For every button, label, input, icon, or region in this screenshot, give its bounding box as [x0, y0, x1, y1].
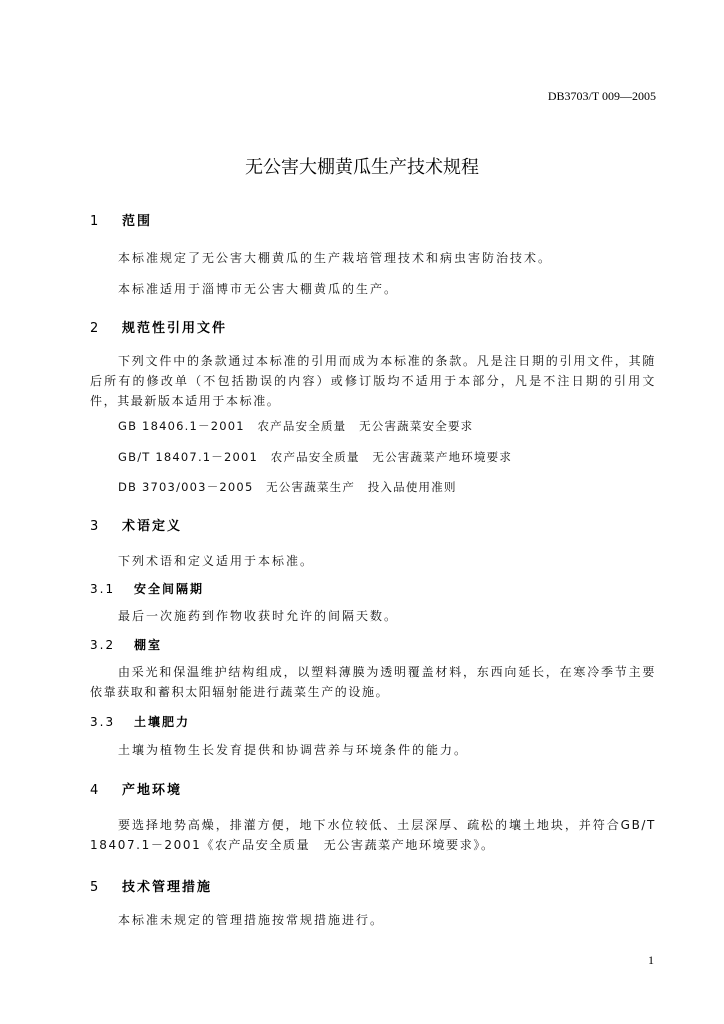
- section-number: 1: [90, 214, 101, 229]
- section-number: 3: [90, 519, 101, 534]
- reference-item: DB 3703/003－2005 无公害蔬菜生产 投入品使用准则: [118, 480, 457, 494]
- section-title: 范围: [122, 214, 153, 229]
- subsection-title: 棚室: [134, 638, 163, 652]
- section-title: 规范性引用文件: [122, 321, 228, 336]
- subsection-title: 土壤肥力: [134, 715, 191, 729]
- section-heading: [90, 515, 182, 534]
- subsection-title: 安全间隔期: [134, 582, 205, 596]
- section-heading: [90, 779, 182, 798]
- paragraph: 本标准未规定的管理措施按常规措施进行。: [118, 913, 385, 927]
- subsection-number: 3.2: [90, 638, 116, 652]
- paragraph: 下列文件中的条款通过本标准的引用而成为本标准的条款。凡是注日期的引用文件，其随后所有的修改单（不包括勘误的内容）或修订版均不适用于本部分，凡是不注日期的引用文件，其最新版本适用于本标准。: [90, 354, 656, 408]
- paragraph: 本标准规定了无公害大棚黄瓜的生产栽培管理技术和病虫害防治技术。: [118, 251, 553, 265]
- document-title: 无公害大棚黄瓜生产技术规程: [245, 157, 479, 178]
- document-code: DB3703/T 009—2005: [547, 89, 656, 103]
- section-number: 4: [90, 783, 101, 798]
- section-number: 2: [90, 321, 101, 336]
- paragraph: 土壤为植物生长发育提供和协调营养与环境条件的能力。: [118, 743, 469, 757]
- paragraph: 由采光和保温维护结构组成，以塑料薄膜为透明覆盖材料，东西向延长，在寒冷季节主要依靠获取和蓄积太阳辐射能进行蔬菜生产的设施。: [90, 665, 656, 699]
- section-title: 技术管理措施: [122, 880, 213, 895]
- section-number: 5: [90, 880, 101, 895]
- subsection-heading: [90, 580, 204, 597]
- reference-item: GB/T 18407.1－2001 农产品安全质量 无公害蔬菜产地环境要求: [118, 450, 513, 464]
- section-heading: [90, 317, 227, 336]
- subsection-heading: [90, 713, 190, 730]
- paragraph: 本标准适用于淄博市无公害大棚黄瓜的生产。: [118, 282, 399, 296]
- paragraph: 下列术语和定义适用于本标准。: [118, 554, 315, 568]
- subsection-heading: [90, 636, 162, 653]
- paragraph: 最后一次施药到作物收获时允许的间隔天数。: [118, 609, 399, 623]
- page-number: 1: [648, 953, 654, 967]
- reference-item: GB 18406.1－2001 农产品安全质量 无公害蔬菜安全要求: [118, 419, 474, 433]
- section-heading: [90, 876, 212, 895]
- section-title: 术语定义: [122, 519, 183, 534]
- section-title: 产地环境: [122, 783, 183, 798]
- subsection-number: 3.1: [90, 582, 116, 596]
- subsection-number: 3.3: [90, 715, 116, 729]
- section-heading: [90, 210, 152, 229]
- paragraph: 要选择地势高燥，排灌方便，地下水位较低、土层深厚、疏松的壤土地块，并符合GB/T 18407.1－2001《农产品安全质量 无公害蔬菜产地环境要求》。: [90, 818, 656, 852]
